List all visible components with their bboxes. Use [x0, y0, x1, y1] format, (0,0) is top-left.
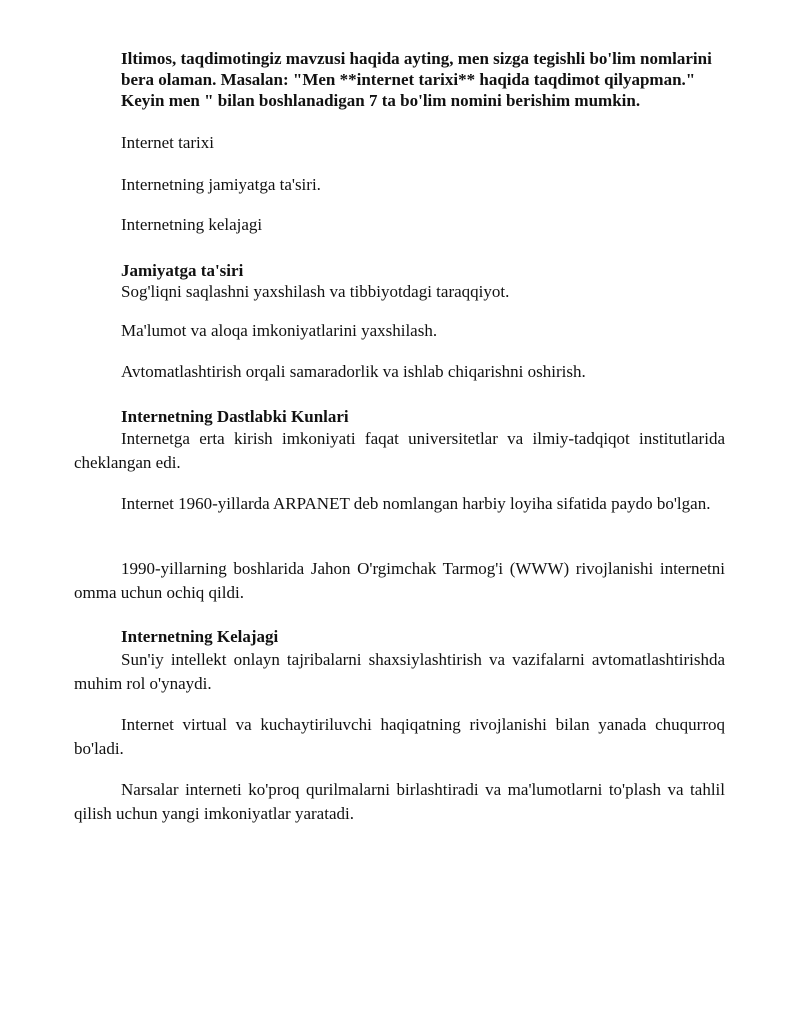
paragraph: 1990-yillarning boshlarida Jahon O'rgimchak Tarmog'i (WWW) rivojlanishi internetni omma uchun ochiq qildi. [74, 559, 725, 602]
paragraph: Internet 1960-yillarda ARPANET deb nomlangan harbiy loyiha sifatida paydo bo'lgan. [121, 494, 711, 513]
section-heading: Internetning Dastlabki Kunlari [121, 407, 349, 426]
paragraph: Internet virtual va kuchaytiriluvchi haqiqatning rivojlanishi bilan yanada chuqurroq bo'ladi. [74, 715, 725, 758]
bullet-text: Ma'lumot va aloqa imkoniyatlarini yaxshilash. [121, 321, 438, 340]
topic-item: Internetning kelajagi [121, 215, 263, 234]
section-heading: Jamiyatga ta'siri [121, 261, 244, 280]
topic-item: Internetning jamiyatga ta'siri. [121, 175, 321, 194]
topic-item: Internet tarixi [121, 133, 214, 152]
intro-paragraph: Iltimos, taqdimotingiz mavzusi haqida ayting, men sizga tegishli bo'lim nomlarini bera olaman. Masalan: "Men **internet tarixi** haqida taqdimot qilyapman." Keyin men " bilan boshlanadigan 7 ta bo'lim nomini berishim mumkin. [121, 49, 712, 110]
paragraph: Narsalar interneti ko'proq qurilmalarni birlashtiradi va ma'lumotlarni to'plash va tahlil qilish uchun yangi imkoniyatlar yaratadi. [74, 780, 725, 823]
section-heading: Internetning Kelajagi [121, 627, 279, 646]
paragraph: Internetga erta kirish imkoniyati faqat universitetlar va ilmiy-tadqiqot institutlarida cheklangan edi. [74, 429, 725, 472]
bullet-text: Avtomatlashtirish orqali samaradorlik va ishlab chiqarishni oshirish. [121, 362, 586, 381]
bullet-text: Sog'liqni saqlashni yaxshilash va tibbiyotdagi taraqqiyot. [121, 282, 510, 301]
paragraph: Sun'iy intellekt onlayn tajribalarni shaxsiylashtirish va vazifalarni avtomatlashtirishda muhim rol o'ynaydi. [74, 650, 725, 693]
